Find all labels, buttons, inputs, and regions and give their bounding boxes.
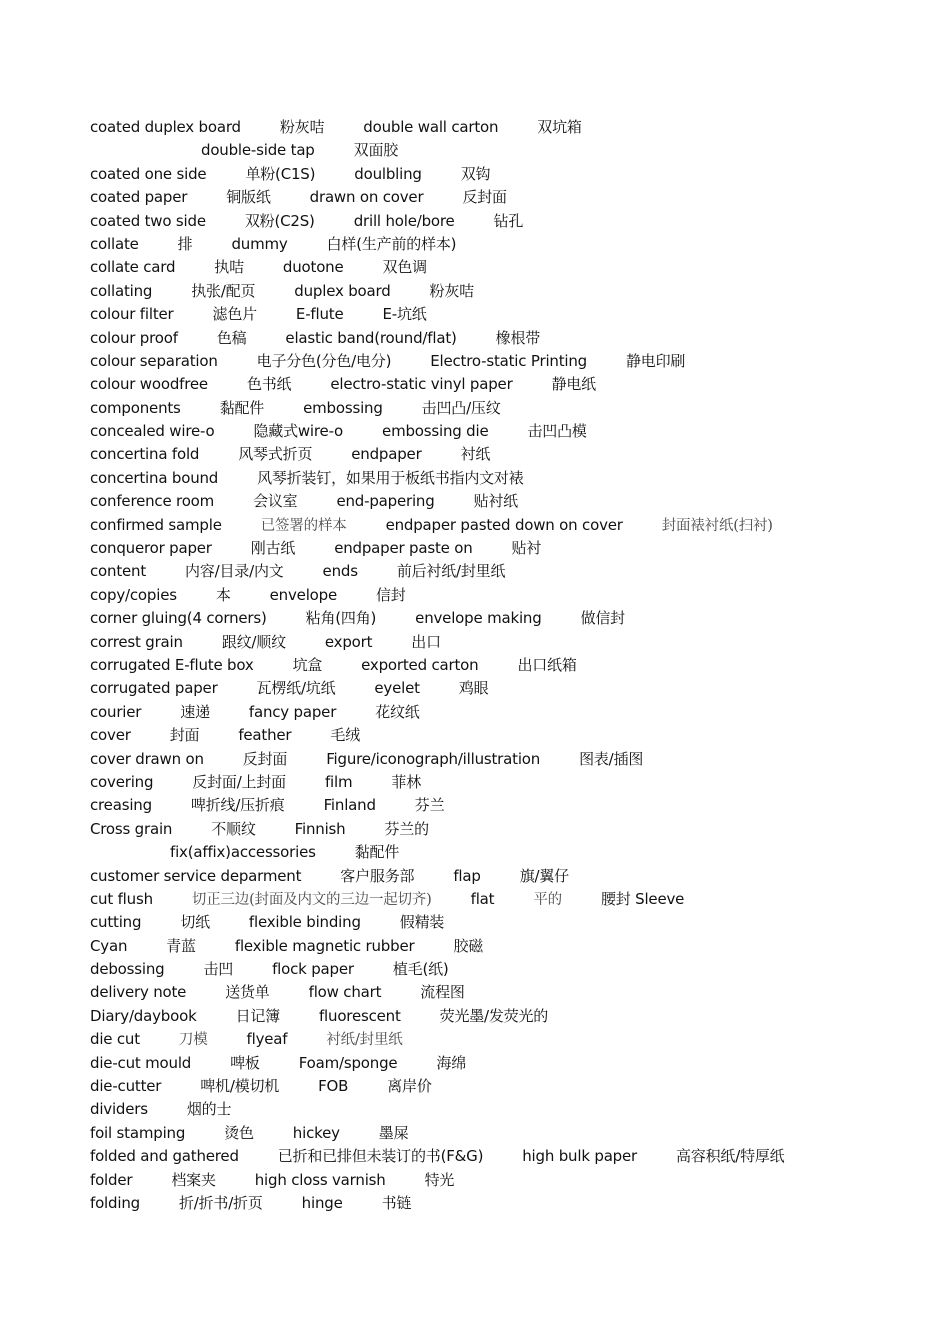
glossary-translation: 流程图: [420, 983, 465, 1002]
glossary-translation: 啤折线/压折痕: [190, 796, 285, 815]
glossary-translation: 出口: [411, 632, 441, 651]
glossary-term: endpaper: [351, 445, 422, 464]
glossary-term: cutting: [90, 913, 142, 932]
glossary-line: [90, 280, 930, 303]
glossary-term: colour separation: [90, 351, 218, 370]
glossary-term: cover: [90, 726, 131, 745]
glossary-term: delivery note: [90, 983, 187, 1002]
glossary-term: eyelet: [374, 679, 420, 698]
glossary-line: [90, 935, 930, 958]
glossary-line: [90, 981, 930, 1004]
glossary-term: fix(affix)accessories: [170, 843, 316, 862]
glossary-term: die-cutter: [90, 1077, 162, 1096]
glossary-translation: 执张/配页: [191, 281, 256, 300]
glossary-translation: 反封面/上封面: [192, 772, 286, 791]
glossary-term: end-papering: [336, 492, 435, 511]
glossary-line: [90, 1169, 930, 1192]
glossary-translation: 击凹: [203, 960, 234, 979]
glossary-translation: 静电印刷: [626, 351, 686, 370]
glossary-term: covering: [90, 772, 154, 791]
glossary-translation: 书链: [381, 1193, 412, 1212]
glossary-line: [90, 865, 930, 888]
glossary-translation: 花纹纸: [375, 702, 420, 721]
glossary-term: export: [324, 632, 373, 651]
glossary-line: [90, 1028, 930, 1051]
glossary-term: Foam/sponge: [298, 1053, 398, 1072]
glossary-translation: 图表/插图: [579, 749, 644, 768]
glossary-line: [90, 1098, 930, 1121]
glossary-translation: 信封: [376, 585, 406, 604]
glossary-translation: 菲林: [391, 772, 421, 791]
glossary-translation: 离岸价: [387, 1077, 432, 1096]
glossary-line: [90, 163, 930, 186]
glossary-line: [90, 186, 930, 209]
glossary-term: drawn on cover: [309, 188, 424, 207]
glossary-line: [90, 631, 930, 654]
glossary-translation: 粉灰咭: [429, 281, 474, 300]
glossary-term: cover drawn on: [90, 749, 204, 768]
glossary-translation: 鸡眼: [458, 679, 489, 698]
glossary-translation: 衬纸/封里纸: [326, 1032, 403, 1049]
glossary-term: folding: [90, 1193, 140, 1212]
glossary-translation: 啤机/模切机: [200, 1077, 280, 1096]
glossary-term: colour filter: [90, 305, 174, 324]
glossary-line: [90, 233, 930, 256]
glossary-term: Finnish: [294, 819, 346, 838]
glossary-translation: 荧光墨/发荧光的: [439, 1006, 549, 1025]
glossary-translation: 前后衬纸/封里纸: [396, 562, 506, 581]
glossary-list: [90, 116, 930, 1215]
glossary-line: [90, 1192, 930, 1215]
glossary-translation: 芬兰: [414, 796, 445, 815]
glossary-translation: 折/折书/折页: [178, 1193, 263, 1212]
glossary-term: endpaper paste on: [334, 539, 473, 558]
glossary-term: fancy paper: [248, 702, 337, 721]
glossary-line: [90, 537, 930, 560]
glossary-translation: 色书纸: [246, 375, 292, 394]
glossary-term: foil stamping: [90, 1123, 186, 1142]
glossary-translation: 粘角(四角): [305, 609, 377, 628]
glossary-term: exported carton: [361, 655, 479, 674]
glossary-translation: 做信封: [580, 609, 625, 628]
glossary-term: envelope: [269, 585, 337, 604]
glossary-line: [90, 1122, 930, 1145]
glossary-translation: 色稿: [216, 328, 247, 347]
glossary-translation: 刀模: [178, 1032, 208, 1049]
glossary-translation: 烫色: [224, 1123, 254, 1142]
glossary-line: [90, 1145, 930, 1168]
glossary-translation: 贴衬: [511, 539, 542, 558]
glossary-line: [90, 256, 930, 279]
glossary-term: flock paper: [272, 960, 354, 979]
glossary-line: [90, 724, 930, 747]
glossary-term: creasing: [90, 796, 152, 815]
glossary-term: coated paper: [90, 188, 188, 207]
glossary-term: conference room: [90, 492, 215, 511]
glossary-term: colour proof: [90, 328, 178, 347]
glossary-translation: 档案夹: [171, 1170, 216, 1189]
glossary-line: [90, 677, 930, 700]
glossary-term: ends: [322, 562, 358, 581]
glossary-term: high bulk paper: [522, 1147, 638, 1166]
glossary-line: [90, 420, 930, 443]
glossary-term: flat: [470, 889, 495, 908]
glossary-term: confirmed sample: [90, 515, 222, 534]
glossary-term: hinge: [301, 1193, 343, 1212]
glossary-term: concertina fold: [90, 445, 200, 464]
glossary-translation: 啤板: [230, 1053, 260, 1072]
glossary-term: flow chart: [308, 983, 382, 1002]
glossary-line: [90, 607, 930, 630]
glossary-translation: 植毛(纸): [392, 960, 449, 979]
glossary-line: [90, 888, 930, 911]
glossary-translation: 切纸: [180, 913, 210, 932]
glossary-term: cut flush: [90, 889, 153, 908]
glossary-translation: 青蓝: [166, 936, 196, 955]
glossary-line: [90, 303, 930, 326]
glossary-line: [90, 210, 930, 233]
glossary-term: corrugated paper: [90, 679, 218, 698]
glossary-translation: 双钩: [460, 164, 491, 183]
glossary-line: [90, 911, 930, 934]
glossary-line: [90, 958, 930, 981]
glossary-term: flap: [453, 866, 481, 885]
glossary-translation: 墨屎: [378, 1123, 409, 1142]
glossary-line: [90, 701, 930, 724]
glossary-translation: 切正三边(封面及内文的三边一起切齐): [191, 891, 432, 908]
glossary-line: [90, 771, 930, 794]
glossary-line: [90, 397, 930, 420]
glossary-term: Electro-static Printing: [430, 351, 587, 370]
glossary-translation: 铜版纸: [226, 188, 271, 207]
glossary-translation: 反封面: [242, 749, 288, 768]
glossary-term: correst grain: [90, 632, 183, 651]
glossary-term: concealed wire-o: [90, 422, 215, 441]
glossary-translation: 旗/翼仔: [519, 866, 569, 885]
glossary-translation: 送货单: [225, 983, 270, 1002]
glossary-term: Figure/iconograph/illustration: [326, 749, 541, 768]
glossary-translation: 双面胶: [353, 141, 399, 160]
glossary-translation: 胶磁: [453, 936, 484, 955]
glossary-translation: 日记簿: [235, 1006, 280, 1025]
glossary-translation: 击凹凸模: [527, 422, 587, 441]
glossary-translation: 不顺纹: [211, 819, 256, 838]
glossary-line: [90, 139, 930, 162]
glossary-translation: 已签署的样本: [260, 517, 347, 534]
glossary-term: doulbling: [354, 164, 422, 183]
glossary-term: Diary/daybook: [90, 1006, 197, 1025]
glossary-translation: 封面裱衬纸(扫衬): [661, 517, 773, 534]
glossary-translation: 黏配件: [219, 398, 265, 417]
glossary-term: die-cut mould: [90, 1053, 192, 1072]
glossary-term: die cut: [90, 1030, 140, 1049]
glossary-translation: 静电纸: [551, 375, 596, 394]
glossary-translation: 击凹凸/压纹: [421, 398, 501, 417]
glossary-line: [90, 1005, 930, 1028]
glossary-translation: 刚古纸: [250, 539, 296, 558]
glossary-term: drill hole/bore: [353, 211, 455, 230]
glossary-translation: 封面: [169, 726, 200, 745]
glossary-line: [90, 560, 930, 583]
glossary-translation: 本: [215, 585, 231, 604]
glossary-translation: 反封面: [462, 188, 507, 207]
glossary-term: 腰封 Sleeve: [600, 889, 685, 908]
glossary-term: colour woodfree: [90, 375, 208, 394]
glossary-line: [90, 467, 930, 490]
glossary-translation: 电子分色(分色/电分): [256, 351, 392, 370]
glossary-term: hickey: [292, 1123, 340, 1142]
glossary-translation: 白样(生产前的样本): [326, 234, 457, 253]
glossary-translation: 执咭: [214, 258, 244, 277]
glossary-term: duplex board: [294, 281, 391, 300]
glossary-translation: 排: [177, 234, 193, 253]
glossary-line: [90, 116, 930, 139]
glossary-translation: 烟的士: [186, 1100, 232, 1119]
glossary-term: double wall carton: [363, 118, 499, 136]
glossary-translation: 跟纹/顺纹: [221, 632, 286, 651]
glossary-translation: 内容/目录/内文: [185, 562, 284, 581]
glossary-translation: 风琴折装钉，如果用于板纸书指内文对裱: [257, 468, 524, 487]
glossary-term: components: [90, 398, 181, 417]
glossary-term: Cross grain: [90, 819, 173, 838]
glossary-term: E-flute: [295, 305, 344, 324]
glossary-term: courier: [90, 702, 142, 721]
glossary-line: [90, 654, 930, 677]
glossary-translation: 高容积纸/特厚纸: [676, 1147, 785, 1166]
glossary-term: coated duplex board: [90, 118, 241, 136]
glossary-term: debossing: [90, 960, 165, 979]
glossary-term: embossing die: [382, 422, 489, 441]
glossary-term: flexible binding: [248, 913, 361, 932]
glossary-line: [90, 818, 930, 841]
glossary-line: [90, 490, 930, 513]
glossary-translation: 风琴式折页: [238, 445, 313, 464]
glossary-line: [90, 841, 930, 864]
glossary-term: fluorescent: [318, 1006, 401, 1025]
glossary-term: duotone: [282, 258, 344, 277]
glossary-term: embossing: [303, 398, 383, 417]
glossary-line: [90, 350, 930, 373]
glossary-translation: 贴衬纸: [473, 492, 518, 511]
glossary-term: content: [90, 562, 147, 581]
glossary-translation: 速递: [180, 702, 210, 721]
glossary-translation: 出口纸箱: [517, 655, 577, 674]
glossary-term: folder: [90, 1170, 133, 1189]
glossary-term: envelope making: [415, 609, 542, 628]
glossary-term: collate card: [90, 258, 176, 277]
glossary-term: corner gluing(4 corners): [90, 609, 267, 628]
glossary-translation: 钻孔: [493, 211, 524, 230]
glossary-translation: 芬兰的: [384, 819, 429, 838]
glossary-term: FOB: [318, 1077, 349, 1096]
glossary-term: high closs varnish: [254, 1170, 386, 1189]
glossary-term: double-side tap: [201, 141, 315, 160]
glossary-term: flexible magnetic rubber: [234, 936, 415, 955]
glossary-translation: 坑盒: [292, 655, 323, 674]
glossary-translation: 橡根带: [495, 328, 541, 347]
glossary-term: film: [324, 772, 353, 791]
glossary-line: [90, 327, 930, 350]
glossary-term: customer service deparment: [90, 866, 302, 885]
glossary-translation: 特光: [424, 1170, 455, 1189]
glossary-translation: 假精装: [399, 913, 445, 932]
glossary-line: [90, 748, 930, 771]
glossary-term: concertina bound: [90, 468, 219, 487]
glossary-line: [90, 1075, 930, 1098]
glossary-translation: 黏配件: [354, 843, 400, 862]
glossary-term: coated two side: [90, 211, 206, 230]
glossary-translation: 衬纸: [460, 445, 491, 464]
glossary-translation: E-坑纸: [382, 305, 427, 324]
glossary-translation: 客户服务部: [340, 866, 415, 885]
glossary-term: collate: [90, 234, 139, 253]
glossary-term: flyeaf: [246, 1030, 288, 1049]
glossary-line: [90, 373, 930, 396]
glossary-translation: 已折和已排但未装订的书(F&G): [277, 1147, 484, 1166]
glossary-translation: 双坑箱: [537, 118, 582, 136]
glossary-line: [90, 794, 930, 817]
glossary-term: corrugated E-flute box: [90, 655, 254, 674]
glossary-term: conqueror paper: [90, 539, 212, 558]
glossary-translation: 毛绒: [330, 726, 361, 745]
glossary-line: [90, 1052, 930, 1075]
glossary-translation: 单粉(C1S): [245, 164, 316, 183]
glossary-translation: 隐藏式wire-o: [253, 422, 344, 441]
glossary-translation: 双粉(C2S): [244, 211, 315, 230]
glossary-term: copy/copies: [90, 585, 177, 604]
glossary-translation: 海绵: [436, 1053, 467, 1072]
glossary-term: electro-static vinyl paper: [330, 375, 513, 394]
glossary-term: endpaper pasted down on cover: [385, 515, 623, 534]
glossary-term: dividers: [90, 1100, 148, 1119]
glossary-term: Finland: [323, 796, 376, 815]
glossary-term: collating: [90, 281, 153, 300]
glossary-line: [90, 514, 930, 537]
glossary-line: [90, 584, 930, 607]
glossary-line: [90, 443, 930, 466]
glossary-translation: 双色调: [382, 258, 427, 277]
glossary-translation: 粉灰咭: [279, 118, 325, 136]
glossary-term: dummy: [231, 234, 288, 253]
glossary-translation: 会议室: [253, 492, 298, 511]
glossary-term: elastic band(round/flat): [285, 328, 457, 347]
glossary-term: Cyan: [90, 936, 128, 955]
glossary-term: coated one side: [90, 164, 207, 183]
glossary-translation: 平的: [533, 891, 562, 908]
glossary-term: feather: [238, 726, 292, 745]
glossary-term: folded and gathered: [90, 1147, 239, 1166]
glossary-translation: 瓦楞纸/坑纸: [256, 679, 336, 698]
glossary-translation: 滤色片: [212, 305, 257, 324]
